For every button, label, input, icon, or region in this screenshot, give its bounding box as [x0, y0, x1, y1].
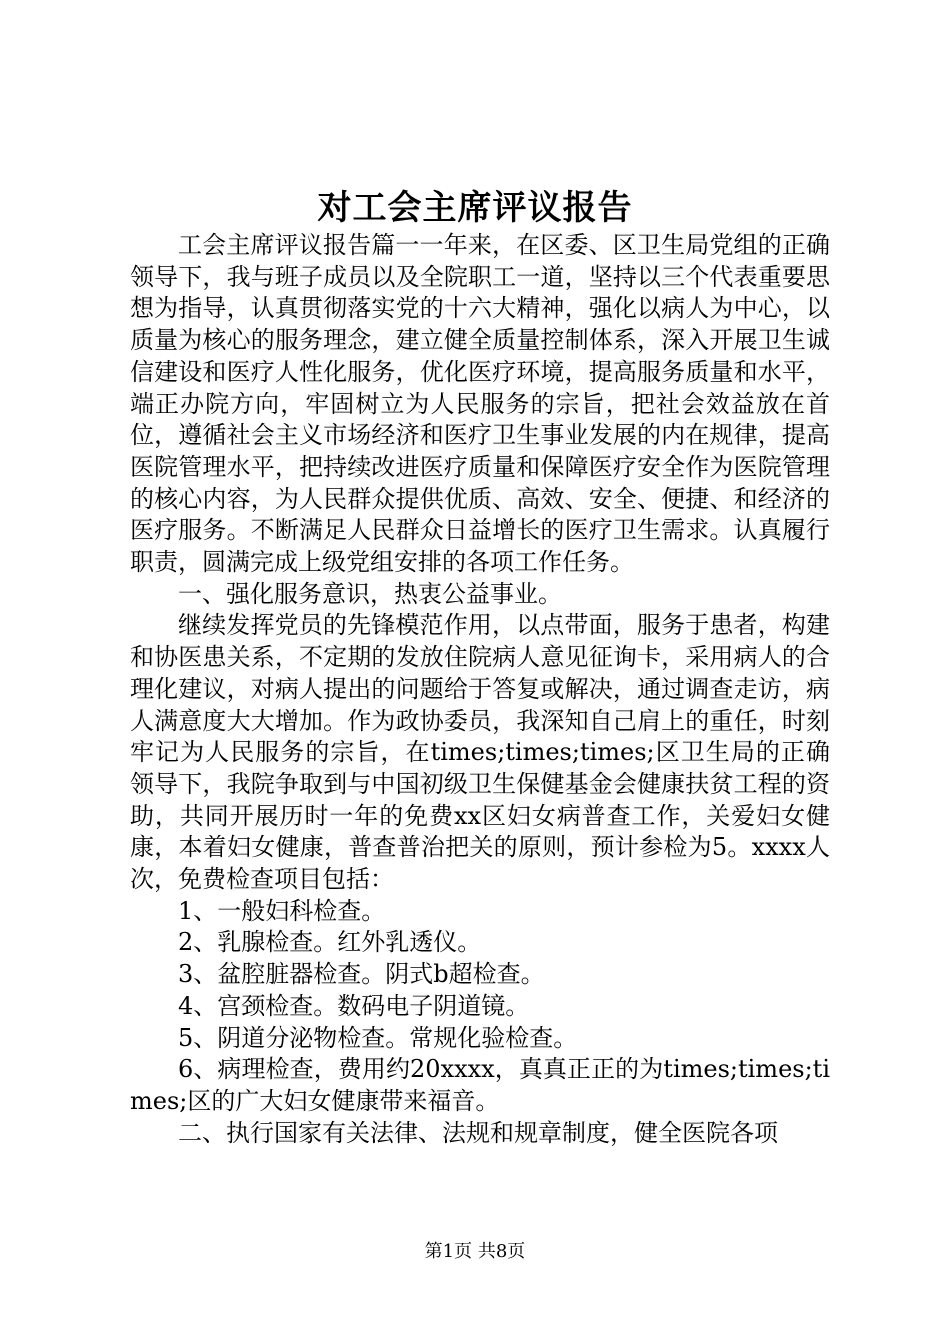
- document-body: [130, 230, 830, 1149]
- list-item-1: 1、一般妇科检查。: [178, 896, 386, 925]
- paragraph-intro: 工会主席评议报告篇一一年来，在区委、区卫生局党组的正确领导下，我与班子成员以及全院职工一道，坚持以三个代表重要思想为指导，认真贯彻落实党的十六大精神，强化以病人为中心，以质量为核心的服务理念，建立健全质量控制体系，深入开展卫生诚信建设和医疗人性化服务，优化医疗环境，提高服务质量和水平，端正办院方向，牢固树立为人民服务的宗旨，把社会效益放在首位，遵循社会主义市场经济和医疗卫生事业发展的内在规律，提高医院管理水平，把持续改进医疗质量和保障医疗安全作为医院管理的核心内容，为人民群众提供优质、高效、安全、便捷、和经济的医疗服务。不断满足人民群众日益增长的医疗卫生需求。认真履行职责，圆满完成上级党组安排的各项工作任务。: [130, 231, 830, 577]
- list-item-6: 6、病理检查，费用约20xxxx，真真正正的为times;times;times;区的广大妇女健康带来福音。: [130, 1055, 830, 1115]
- list-item-3: 3、盆腔脏器检查。阴式b超检查。: [178, 960, 545, 989]
- paragraph-section-1-heading: 一、强化服务意识，热衷公益事业。: [178, 579, 562, 608]
- page-footer: 第1页 共8页: [424, 1241, 526, 1262]
- paragraph-section-2-heading: 二、执行国家有关法律、法规和规章制度，健全医院各项: [178, 1118, 778, 1147]
- list-item-4: 4、宫颈检查。数码电子阴道镜。: [178, 991, 530, 1020]
- paragraph-section-1-body: 继续发挥党员的先锋模范作用，以点带面，服务于患者，构建和协医患关系，不定期的发放住院病人意见征询卡，采用病人的合理化建议，对病人提出的问题给于答复或解决，通过调查走访，病人满意度大大增加。作为政协委员，我深知自己肩上的重任，时刻牢记为人民服务的宗旨，在times;times;times;区卫生局的正确领导下，我院争取到与中国初级卫生保健基金会健康扶贫工程的资助，共同开展历时一年的免费xx区妇女病普查工作，关爱妇女健康，本着妇女健康，普查普治把关的原则，预计参检为5。xxxx人次，免费检查项目包括：: [130, 611, 830, 894]
- list-item-2: 2、乳腺检查。红外乳透仪。: [178, 928, 482, 957]
- list-item-5: 5、阴道分泌物检查。常规化验检查。: [178, 1023, 578, 1052]
- document-title: 对工会主席评议报告: [317, 188, 633, 228]
